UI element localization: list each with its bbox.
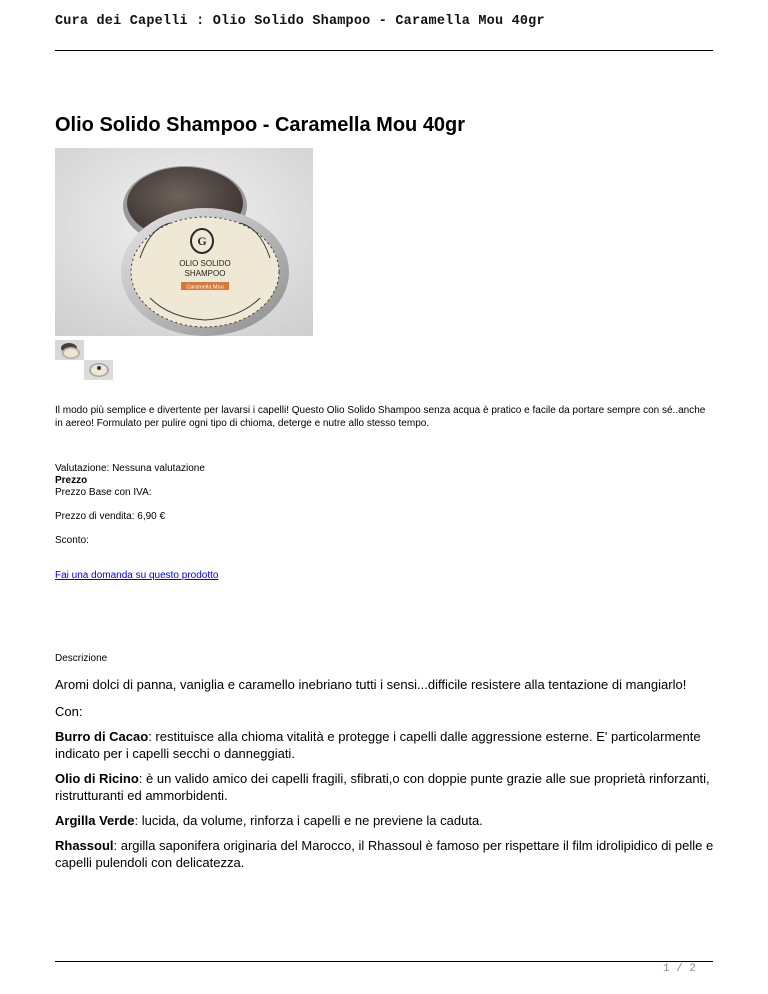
svg-text:SHAMPOO: SHAMPOO [184,269,226,278]
description-con: Con: [55,704,83,719]
ingredient-argilla-verde [55,813,715,830]
running-header: Cura dei Capelli : Olio Solido Shampoo - Caramella Mou 40gr [55,14,545,29]
ingredient-text: : lucida, da volume, rinforza i capelli e ne previene la caduta. [134,813,483,828]
ingredient-olio-di-ricino [55,771,715,804]
page-number: 1 / 2 [662,963,696,975]
svg-text:OLIO SOLIDO: OLIO SOLIDO [179,259,231,268]
ingredient-name: Rhassoul [55,838,114,853]
price-heading: Prezzo [55,475,88,486]
product-intro: Il modo più semplice e divertente per lavarsi i capelli! Questo Olio Solido Shampoo senza acqua è pratico e facile da portare sempre con sé..anche in aereo! Formulato per pulire ogni tipo di chioma, deterge e nutre allo stesso tempo. [55,405,706,429]
thumbnail-2[interactable] [84,360,113,380]
discount-label: Sconto: [55,535,89,546]
ingredient-name: Burro di Cacao [55,729,149,744]
ingredient-name: Argilla Verde [55,813,135,828]
description-lead: Aromi dolci di panna, vaniglia e caramello inebriano tutti i sensi...difficile resistere alla tentazione di mangiarlo! [55,677,687,692]
ingredient-name: Olio di Ricino [55,771,139,786]
sale-price: Prezzo di vendita: 6,90 € [55,511,166,522]
base-price-label: Prezzo Base con IVA: [55,487,152,498]
svg-text:Caramella Mou: Caramella Mou [186,284,224,291]
ingredient-rhassoul [55,838,715,871]
thumbnail-1[interactable] [55,340,84,360]
ingredient-text: : è un valido amico dei capelli fragili, sfibrati,o con doppie punte grazie alle sue proprietà rinforzanti, ristrutturanti ed ammorbidenti. [55,771,710,803]
header-rule [55,50,713,51]
product-photo[interactable] [55,148,313,336]
ingredient-text: : argilla saponifera originaria del Marocco, il Rhassoul è famoso per rispettare il film idrolipidico di pelle e capelli pulendoli con delicatezza. [55,838,714,870]
footer-rule [55,961,713,962]
ingredient-burro-di-cacao [55,729,715,762]
ingredient-text: : restituisce alla chioma vitalità e protegge i capelli dalle aggressione esterne. E' particolarmente indicato per i capelli secchi o danneggiati. [55,729,701,761]
product-title: Olio Solido Shampoo - Caramella Mou 40gr [55,114,466,136]
svg-text:G: G [197,234,207,248]
rating: Valutazione: Nessuna valutazione [55,463,205,474]
ask-question-link[interactable]: Fai una domanda su questo prodotto [55,570,219,581]
description-heading: Descrizione [55,653,108,664]
